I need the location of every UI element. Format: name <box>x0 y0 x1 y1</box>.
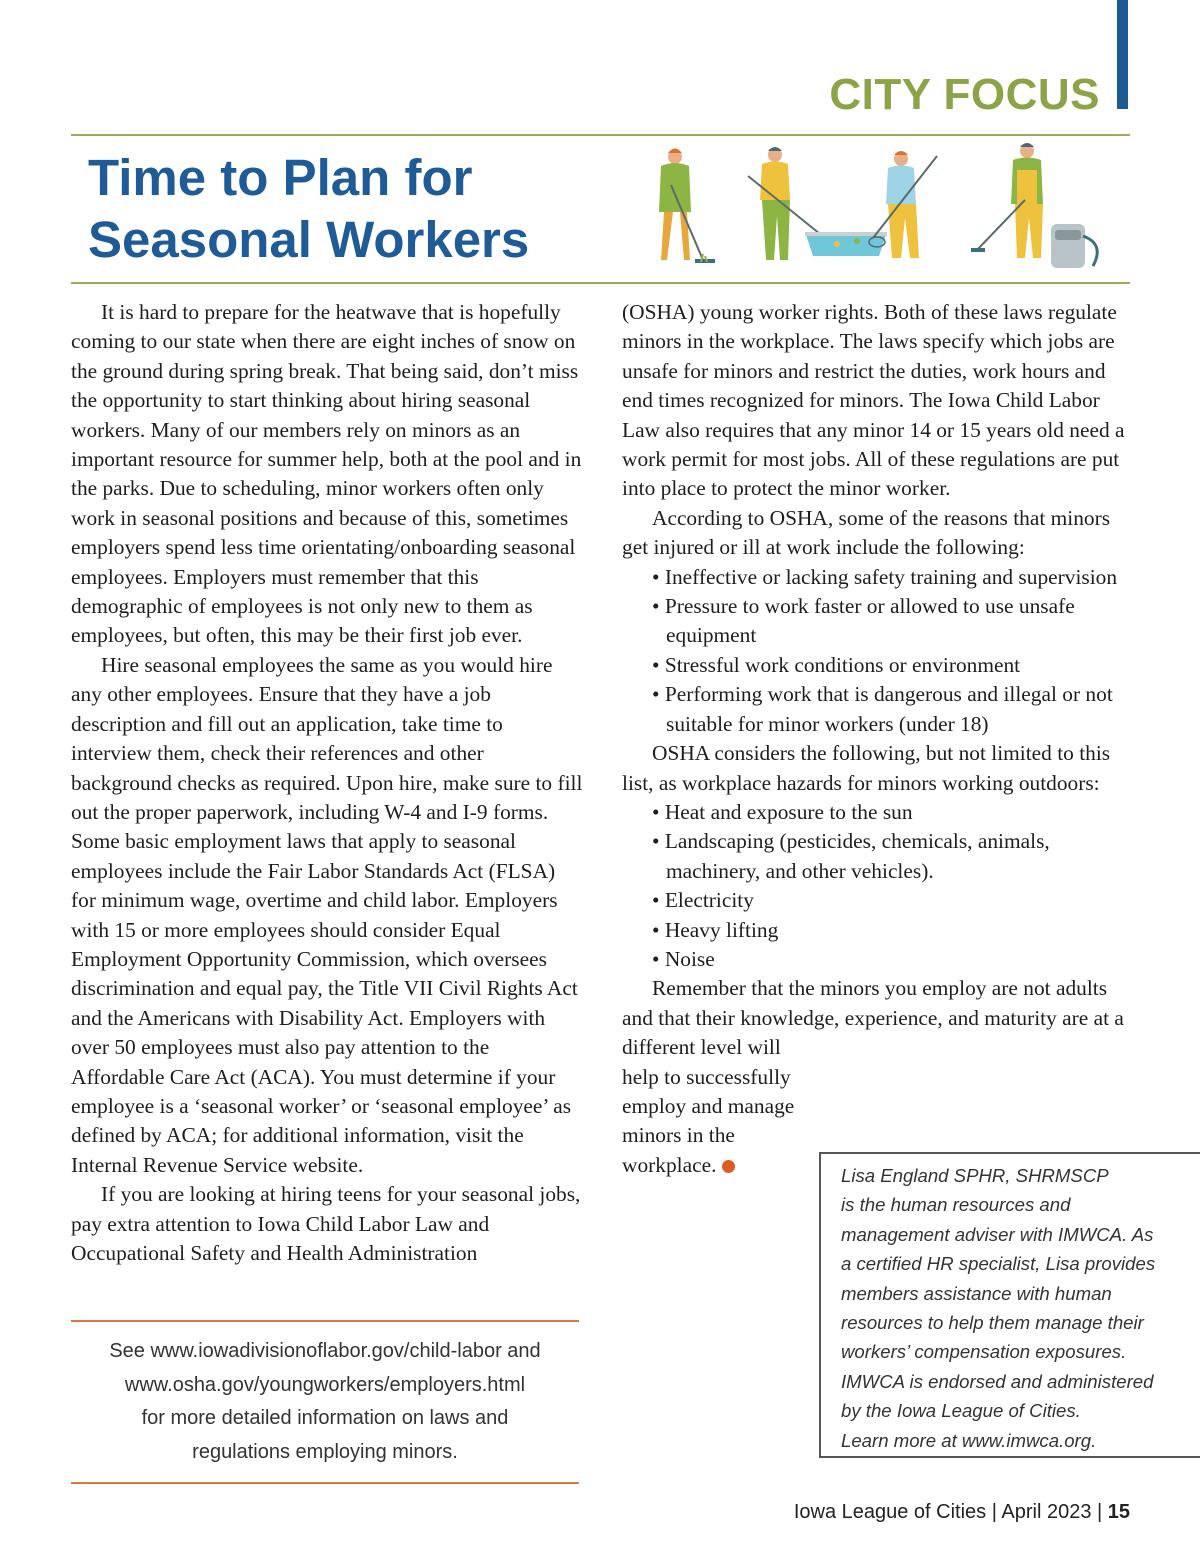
bio-line: management adviser with IMWCA. As <box>841 1223 1154 1245</box>
bio-line: by the Iowa League of Cities. <box>841 1400 1081 1422</box>
section-title-rest: FOCUS <box>943 70 1100 119</box>
see-also-box <box>71 1320 579 1484</box>
body-paragraph: (OSHA) young worker rights. Both of these laws regulate minors in the workplace. The laws specify which jobs are unsafe for minors and restrict the duties, work hours and end times recognized for minors. The Iowa Child Labor Law also requires that any minor 14 or 15 years old need a work permit for most jobs. All of these regulations are put into place to protect the minor worker. <box>622 300 1125 501</box>
end-of-article-dot-icon <box>722 1160 735 1173</box>
list-item: • Stressful work conditions or environment <box>652 651 1134 680</box>
injury-reasons-list <box>622 563 1134 739</box>
footer-publication: Iowa League of Cities | April 2023 | <box>793 1501 1108 1523</box>
section-title-bold: CITY <box>829 70 931 119</box>
article-headline <box>88 147 608 271</box>
top-divider <box>71 134 1130 136</box>
headline-line-2: Seasonal Workers <box>88 211 530 268</box>
section-accent-bar <box>1117 0 1128 109</box>
list-item: • Performing work that is dangerous and illegal or not suitable for minor workers (under 18) <box>652 680 1134 739</box>
list-item: • Electricity <box>652 886 1134 915</box>
headline-divider <box>71 282 1130 284</box>
body-paragraph: If you are looking at hiring teens for your seasonal jobs, pay extra attention to Iowa Child Labor Law and Occupational Safety and Health Administration <box>71 1182 581 1265</box>
section-title <box>829 68 1100 122</box>
list-item: • Ineffective or lacking safety training and supervision <box>652 563 1134 592</box>
injury-intro: According to OSHA, some of the reasons that minors get injured or ill at work include the following: <box>622 505 1111 560</box>
body-paragraph: It is hard to prepare for the heatwave that is hopefully coming to our state when there are eight inches of snow on the ground during spring break. That being said, don’t miss the opportunity to start thinking about hiring seasonal workers. Many of our members rely on minors as an important resource for summer help, both at the pool and in the parks. Due to scheduling, minor workers often only work in seasonal positions and because of this, sometimes employers spend less time orientating/onboarding seasonal employees. Employers must remember that this demographic of employees is not only new to them as employees, but often, this may be their first job ever. <box>71 300 582 648</box>
bio-line: IMWCA is endorsed and administered <box>841 1370 1154 1392</box>
bio-line: Lisa England SPHR, SHRMSCP <box>841 1165 1109 1186</box>
body-paragraph: Hire seasonal employees the same as you would hire any other employees. Ensure that they have a job description and fill out an application, take time to interview them, check their references and other background checks as required. Upon hire, make sure to fill out the proper paperwork, including W-4 and I-9 forms. Some basic employment laws that apply to seasonal employees include the Fair Labor Standards Act (FLSA) for minimum wage, overtime and child labor. Employers with 15 or more employees should consider Equal Employment Opportunity Commission, which oversees discrimination and equal pay, the Title VII Civil Rights Act and the Americans with Disability Act. Employers with over 50 employees must also pay attention to the Affordable Care Act (ACA). You must determine if your employee is a ‘seasonal worker’ or ‘seasonal employee’ as defined by ACA; for additional information, visit the Internal Revenue Service website. <box>71 652 583 1177</box>
bio-line: is the human resources and <box>841 1194 1071 1216</box>
closing-paragraph-start: Remember that the minors you employ are not adults and that their knowledge, experience, and maturity are at a <box>622 976 1124 1030</box>
closing-paragraph-end: different level will help to successfully employ and manage minors in the workplace. <box>622 1035 795 1177</box>
author-bio-box <box>819 1152 1200 1458</box>
list-item: • Landscaping (pesticides, chemicals, animals, machinery, and other vehicles). <box>652 827 1134 886</box>
article-column-left <box>71 298 583 1268</box>
bio-line: a certified HR specialist, Lisa provides <box>841 1253 1156 1275</box>
headline-line-1: Time to Plan for <box>88 149 473 206</box>
see-also-line: for more detailed information on laws and <box>141 1407 509 1429</box>
bio-line: resources to help them manage their <box>841 1312 1144 1334</box>
page-footer <box>794 1498 1130 1526</box>
page-number: 15 <box>1107 1501 1130 1523</box>
bio-line: members assistance with human <box>841 1282 1112 1304</box>
bio-line: workers’ compensation exposures. <box>841 1341 1127 1363</box>
list-item: • Noise <box>652 945 1134 974</box>
bio-line: Learn more at www.imwca.org. <box>841 1429 1097 1451</box>
hazards-intro: OSHA considers the following, but not limited to this list, as workplace hazards for minors working outdoors: <box>622 741 1111 795</box>
worker-vacuum-figure <box>971 143 1097 268</box>
see-also-line: regulations employing minors. <box>192 1440 458 1463</box>
closing-paragraph-end-wrapper <box>622 1033 812 1180</box>
list-item: • Heavy lifting <box>652 916 1134 945</box>
list-item: • Heat and exposure to the sun <box>652 798 1134 827</box>
seasonal-workers-illustration <box>625 140 1105 278</box>
worker-rake-figure <box>659 149 715 264</box>
list-item: • Pressure to work faster or allowed to use unsafe equipment <box>652 592 1134 651</box>
see-also-line: www.osha.gov/youngworkers/employers.html <box>124 1373 526 1396</box>
article-column-right <box>622 298 1134 1180</box>
hazards-list <box>622 798 1134 974</box>
see-also-line: See www.iowadivisionoflabor.gov/child-labor and <box>109 1340 541 1362</box>
